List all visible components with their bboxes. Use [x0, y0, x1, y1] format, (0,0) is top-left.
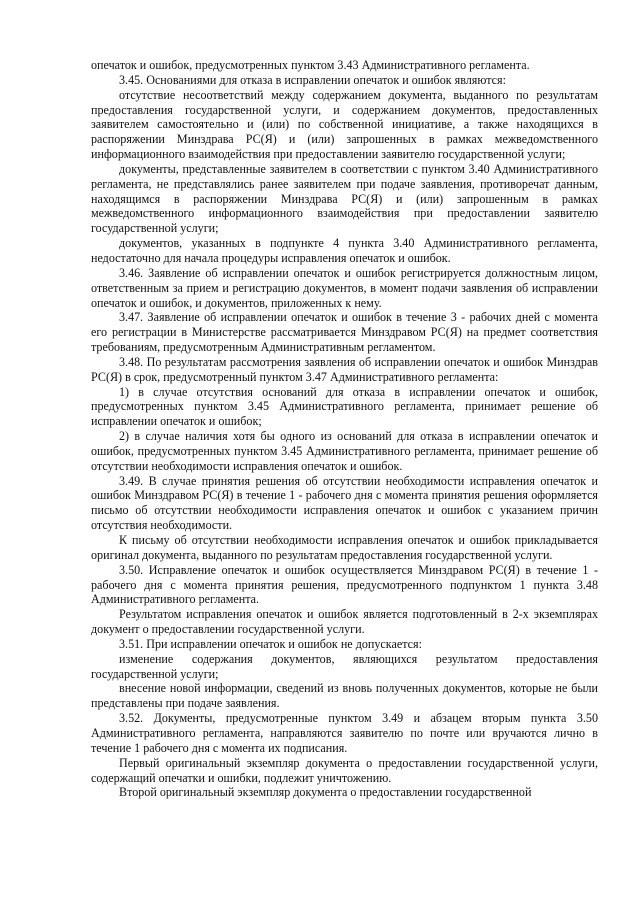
- paragraph: 3.48. По результатам рассмотрения заявления об исправлении опечаток и ошибок Минздрав РС(Я) в срок, предусмотренный пунктом 3.47 Административного регламента:: [91, 354, 598, 384]
- paragraph: Результатом исправления опечаток и ошибок является подготовленный в 2-х экземплярах документ о предоставлении государственной услуги.: [91, 607, 598, 637]
- paragraph: документы, представленные заявителем в соответствии с пунктом 3.40 Административного регламента, не представлялись ранее заявителем при подаче заявления, противоречат данным, находящимся в распоряжении Минздрава РС(Я) и (или) запрошенным в рамках межведомственного информационного взаимодействия при предоставлении заявителю государственной услуги;: [91, 161, 598, 236]
- paragraph: 3.45. Основаниями для отказа в исправлении опечаток и ошибок являются:: [119, 72, 506, 87]
- paragraph: 3.46. Заявление об исправлении опечаток и ошибок регистрируется должностным лицом, ответственным за прием и регистрацию документов, в момент подачи заявления об исправлении опечаток и ошибок, и документов, приложенных к нему.: [91, 265, 598, 310]
- paragraph: отсутствие несоответствий между содержанием документа, выданного по результатам предоставления государственной услуги, и содержанием документов, предоставленных заявителем самостоятельно и (или) по собственной инициативе, а также находящихся в распоряжении Минздрава РС(Я) и (или) запрошенных в рамках межведомственного информационного взаимодействия при предоставлении заявителю государственной услуги;: [91, 87, 598, 162]
- paragraph: внесение новой информации, сведений из вновь полученных документов, которые не были представлены при подаче заявления.: [91, 681, 598, 711]
- paragraph: 3.51. При исправлении опечаток и ошибок не допускается:: [119, 636, 422, 651]
- paragraph: опечаток и ошибок, предусмотренных пунктом 3.43 Административного регламента.: [91, 58, 530, 72]
- paragraph: изменение содержания документов, являющихся результатом предоставления государственной услуги;: [91, 651, 598, 681]
- paragraph: 3.52. Документы, предусмотренные пунктом 3.49 и абзацем вторым пункта 3.50 Административного регламента, направляются заявителю по почте или вручаются лично в течение 1 рабочего дня с момента их подписания.: [91, 711, 598, 755]
- paragraph: 3.50. Исправление опечаток и ошибок осуществляется Минздравом РС(Я) в течение 1 - рабочего дня с момента принятия решения, предусмотренного подпунктом 1 пункта 3.48 Административного регламента.: [91, 562, 598, 607]
- paragraph: 3.49. В случае принятия решения об отсутствии необходимости исправления опечаток и ошибок Минздравом РС(Я) в течение 1 - рабочего дня с момента принятия решения оформляется письмо об отсутствии необходимости исправления опечаток и ошибок с указанием причин отсутствия необходимости.: [91, 473, 598, 533]
- paragraph: Второй оригинальный экземпляр документа о предоставлении государственной: [119, 785, 532, 800]
- paragraph: К письму об отсутствии необходимости исправления опечаток и ошибок прикладывается оригинал документа, выданного по результатам предоставления государственной услуги.: [91, 533, 598, 562]
- paragraph: 2) в случае наличия хотя бы одного из оснований для отказа в исправлении опечаток и ошибок, предусмотренных пунктом 3.45 Административного регламента, принимает решение об отсутствии необходимости исправления опечаток и ошибок.: [91, 429, 598, 473]
- paragraph: 1) в случае отсутствия оснований для отказа в исправлении опечаток и ошибок, предусмотренных пунктом 3.45 Административного регламента, принимает решение об исправлении опечаток и ошибок;: [91, 384, 598, 429]
- paragraph: документов, указанных в подпункте 4 пункта 3.40 Административного регламента, недостаточно для начала процедуры исправления опечаток и ошибок.: [91, 236, 598, 265]
- paragraph: Первый оригинальный экземпляр документа о предоставлении государственной услуги, содержащий опечатки и ошибки, подлежит уничтожению.: [91, 755, 598, 785]
- paragraph: 3.47. Заявление об исправлении опечаток и ошибок в течение 3 - рабочих дней с момента его регистрации в Министерстве рассматривается Минздравом РС(Я) на предмет соответствия требованиям, предусмотренным Административным регламентом.: [91, 310, 598, 355]
